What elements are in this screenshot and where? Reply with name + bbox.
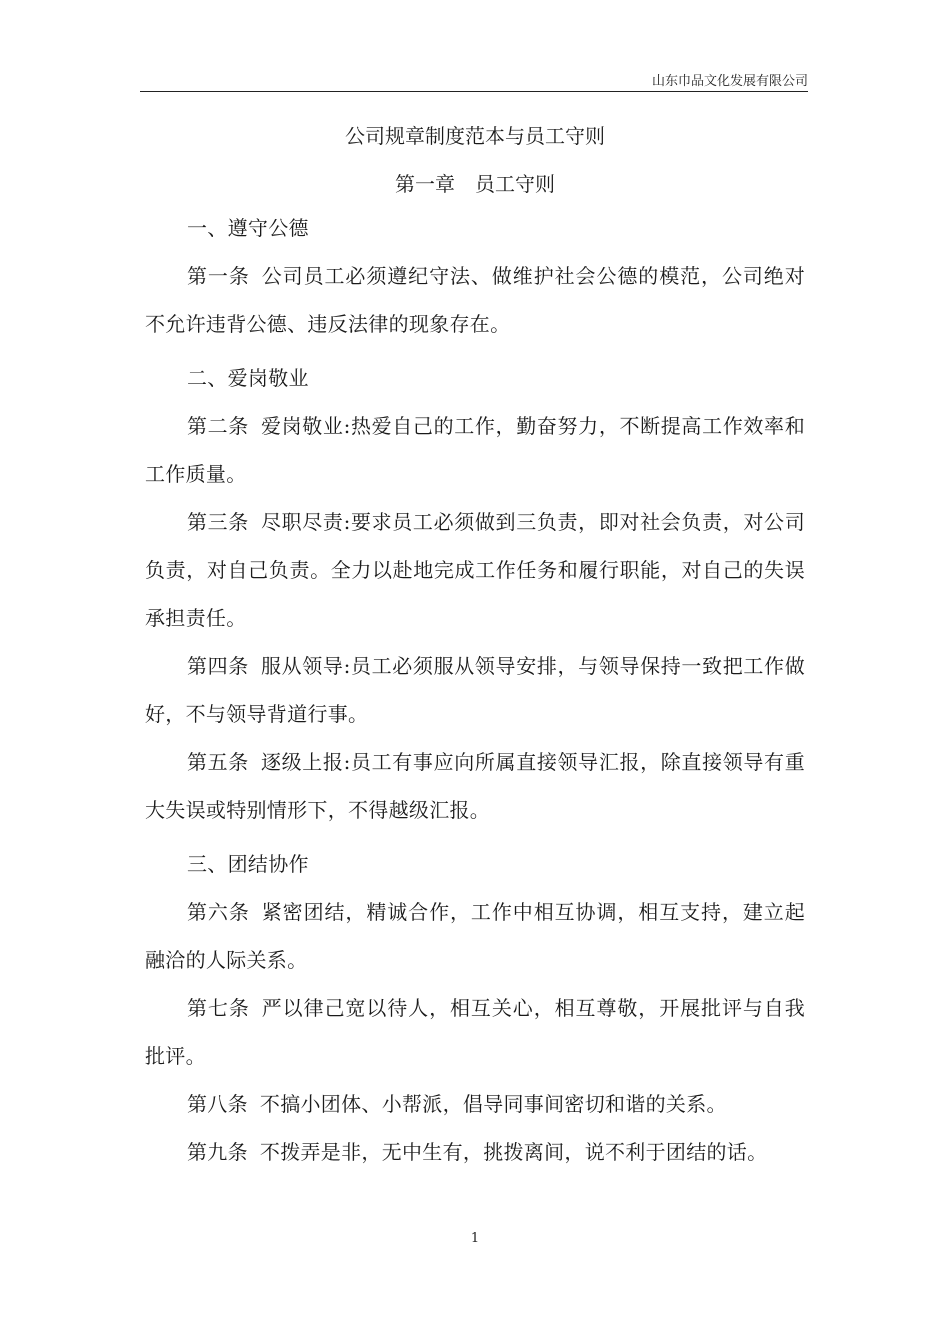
- article-paragraph: [145, 1128, 805, 1176]
- article-text: 逐级上报:员工有事应向所属直接领导汇报，除直接领导有重大失误或特别情形下，不得越级汇报。: [145, 750, 805, 822]
- article-paragraph: [145, 888, 805, 984]
- article-text: 紧密团结，精诚合作，工作中相互协调，相互支持，建立起融洽的人际关系。: [145, 900, 805, 972]
- article-number: 第九条: [187, 1140, 248, 1164]
- article-paragraph: [145, 498, 805, 642]
- article-number: 第八条: [187, 1092, 248, 1116]
- article-text: 公司员工必须遵纪守法、做维护社会公德的模范，公司绝对不允许违背公德、违反法律的现象存在。: [145, 264, 805, 336]
- article-text: 服从领导:员工必须服从领导安排，与领导保持一致把工作做好，不与领导背道行事。: [145, 654, 805, 726]
- page-header-company: 山东巾品文化发展有限公司: [651, 74, 808, 89]
- article-text: 爱岗敬业:热爱自己的工作，勤奋努力，不断提高工作效率和工作质量。: [145, 414, 805, 486]
- section-heading: 二、爱岗敬业: [187, 366, 309, 390]
- article-number: 第四条: [187, 654, 249, 678]
- header-rule: [140, 91, 808, 92]
- article-number: 第五条: [187, 750, 249, 774]
- article-number: 第一条: [187, 264, 250, 288]
- section-heading: 一、遵守公德: [187, 216, 309, 240]
- article-paragraph: [145, 402, 805, 498]
- article-number: 第七条: [187, 996, 250, 1020]
- article-text: 不搞小团体、小帮派，倡导同事间密切和谐的关系。: [259, 1092, 727, 1116]
- article-number: 第六条: [187, 900, 250, 924]
- article-number: 第三条: [187, 510, 249, 534]
- article-text: 不拨弄是非，无中生有，挑拨离间，说不利于团结的话。: [259, 1140, 768, 1164]
- chapter-title: 第一章 员工守则: [395, 172, 555, 196]
- article-number: 第二条: [187, 414, 249, 438]
- article-paragraph: [145, 984, 805, 1080]
- document-body: [145, 114, 805, 1176]
- article-paragraph: [145, 738, 805, 834]
- article-paragraph: [145, 642, 805, 738]
- article-text: 尽职尽责:要求员工必须做到三负责，即对社会负责，对公司负责，对自己负责。全力以赴地完成工作任务和履行职能，对自己的失误承担责任。: [145, 510, 805, 630]
- article-paragraph: [145, 1080, 805, 1128]
- article-paragraph: [145, 252, 805, 348]
- document-title: 公司规章制度范本与员工守则: [345, 124, 605, 148]
- article-text: 严以律己宽以待人，相互关心，相互尊敬，开展批评与自我批评。: [145, 996, 805, 1068]
- section-heading: 三、团结协作: [187, 852, 309, 876]
- page-number: 1: [470, 1231, 480, 1246]
